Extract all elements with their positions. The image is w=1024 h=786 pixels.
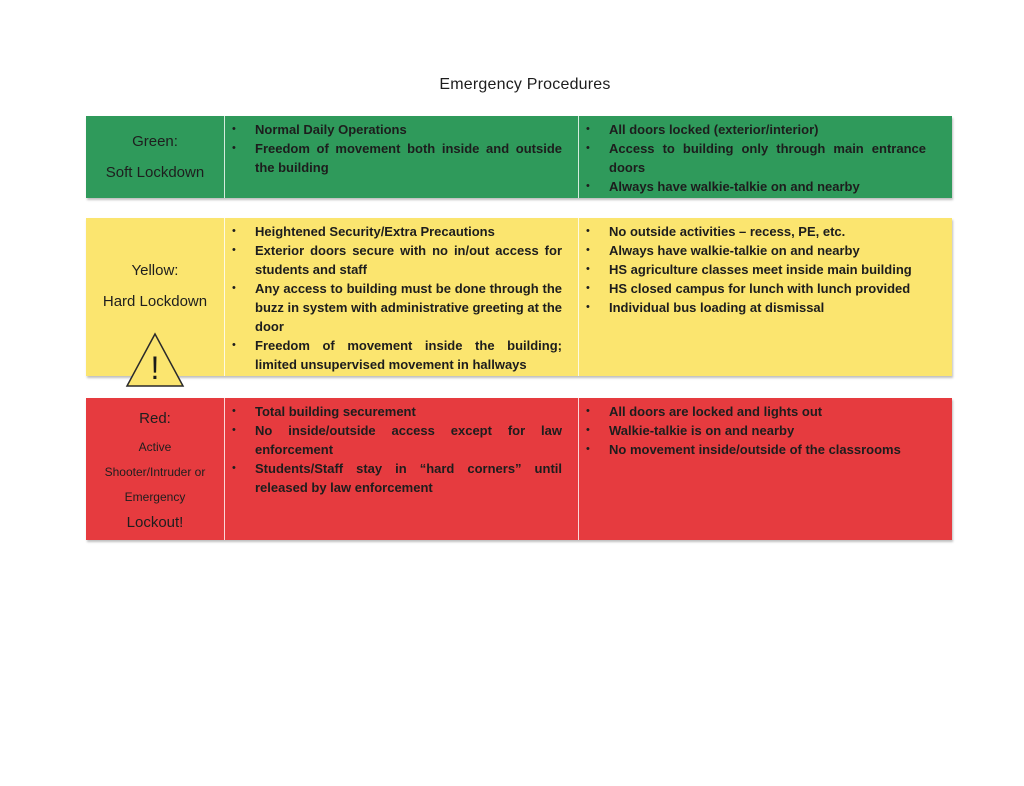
green-label-color: Green: [132, 133, 178, 150]
yellow-procedures [579, 218, 952, 376]
list-item: • All doors are locked and lights out [586, 402, 926, 421]
yellow-label-name: Hard Lockdown [102, 293, 208, 310]
red-level-label [86, 398, 225, 540]
list-item: • No inside/outside access except for law enforcement [232, 421, 562, 459]
red-label-color: Red: [139, 410, 171, 427]
list-item: • HS agriculture classes meet inside main building [586, 260, 926, 279]
list-item: • Heightened Security/Extra Precautions [232, 222, 562, 241]
green-conditions [225, 116, 579, 198]
yellow-conditions [225, 218, 579, 376]
list-item: • Exterior doors secure with no in/out access for students and staff [232, 241, 562, 279]
warning-triangle-icon [125, 332, 185, 388]
green-procedures [579, 116, 952, 198]
yellow-label-color: Yellow: [131, 262, 179, 279]
warning-glyph: ! [150, 350, 160, 386]
list-item: • Always have walkie-talkie on and nearby [586, 177, 926, 196]
list-item: • Normal Daily Operations [232, 120, 562, 139]
list-item: • HS closed campus for lunch with lunch provided [586, 279, 926, 298]
yellow-level-label [86, 218, 225, 386]
list-item: • Any access to building must be done through the buzz in system with administrative greeting at the door [232, 279, 562, 336]
green-level-label [86, 116, 225, 198]
list-item: • All doors locked (exterior/interior) [586, 120, 926, 139]
list-item: • No outside activities – recess, PE, etc. [586, 222, 926, 241]
list-item: • Individual bus loading at dismissal [586, 298, 926, 317]
list-item: • Walkie-talkie is on and nearby [586, 421, 926, 440]
list-item: • Access to building only through main entrance doors [586, 139, 926, 177]
green-level-row [86, 116, 952, 198]
page-title: Emergency Procedures [439, 76, 611, 93]
list-item: • No movement inside/outside of the classrooms [586, 440, 926, 459]
red-label-line: Shooter/Intruder or [104, 465, 206, 479]
list-item: • Total building securement [232, 402, 562, 421]
red-level-row [86, 398, 952, 540]
list-item: • Freedom of movement inside the building; limited unsupervised movement in hallways [232, 336, 562, 374]
list-item: • Freedom of movement both inside and outside the building [232, 139, 562, 177]
list-item: • Students/Staff stay in “hard corners” until released by law enforcement [232, 459, 562, 497]
yellow-level-row [86, 218, 952, 386]
red-label-line: Emergency [124, 490, 186, 504]
green-label-name: Soft Lockdown [105, 164, 205, 181]
red-conditions [225, 398, 579, 540]
red-label-name: Lockout! [126, 514, 184, 531]
red-procedures [579, 398, 952, 540]
list-item: • Always have walkie-talkie on and nearby [586, 241, 926, 260]
red-label-line: Active [138, 440, 172, 454]
